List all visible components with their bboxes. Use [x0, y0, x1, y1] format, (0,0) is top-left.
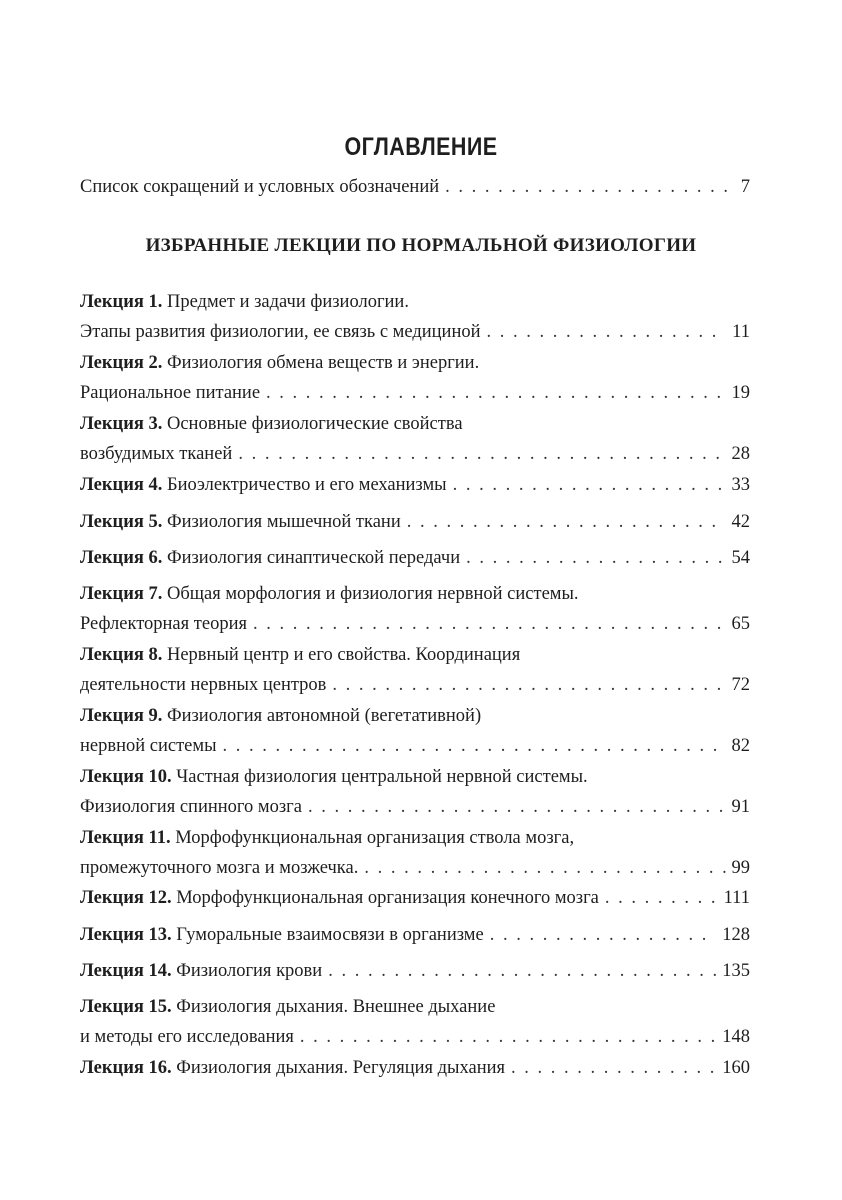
dot-leader: [466, 543, 725, 573]
dot-leader: [223, 731, 726, 761]
toc-page-number: 11: [732, 322, 750, 342]
lecture-label: Лекция 10.: [80, 767, 172, 787]
dot-leader: [308, 792, 726, 822]
lecture-title-line1: Морфофункциональная организация ствола мозга,: [175, 828, 575, 848]
toc-page-number: 72: [731, 675, 750, 695]
lecture-title-line2: Рациональное питание: [80, 383, 261, 403]
dot-leader: [328, 956, 716, 986]
toc-entry-abbreviations[interactable]: [80, 172, 750, 202]
lecture-title-line1: Основные физиологические свойства: [166, 414, 463, 434]
toc-entry-lecture-5[interactable]: [80, 507, 750, 537]
lecture-label: Лекция 12.: [80, 888, 172, 908]
toc-entry-lecture-14[interactable]: [80, 956, 750, 986]
toc-page-number: 160: [722, 1058, 750, 1078]
toc-entry-lecture-15[interactable]: [80, 992, 750, 1052]
toc-entry-lecture-11[interactable]: [80, 823, 750, 883]
toc-entry-lecture-4[interactable]: [80, 470, 750, 500]
lecture-label: Лекция 7.: [80, 584, 163, 604]
lecture-title-line1: Предмет и задачи физиологии.: [166, 292, 409, 312]
toc-entry-lecture-12[interactable]: [80, 883, 750, 913]
dot-leader: [490, 920, 717, 950]
lecture-label: Лекция 2.: [80, 353, 163, 373]
lecture-title-line2: нервной системы: [80, 736, 217, 756]
lecture-title-line1: Физиология дыхания. Регуляция дыхания: [176, 1058, 506, 1078]
lecture-title-line1: Морфофункциональная организация конечного мозга: [176, 888, 599, 908]
lecture-title-line2: возбудимых тканей: [80, 444, 233, 464]
lecture-label: Лекция 16.: [80, 1058, 172, 1078]
dot-leader: [445, 172, 735, 202]
toc-page-number: 54: [731, 548, 750, 568]
toc-page-number: 91: [731, 797, 750, 817]
toc-entry-lecture-6[interactable]: [80, 543, 750, 573]
lecture-title-line2: деятельности нервных центров: [80, 675, 327, 695]
lecture-title-line1: Общая морфология и физиология нервной системы.: [166, 584, 579, 604]
toc-entry-lecture-10[interactable]: [80, 762, 750, 822]
dot-leader: [407, 507, 726, 537]
dot-leader: [332, 670, 725, 700]
page-title: ОГЛАВЛЕНИЕ: [344, 133, 498, 161]
toc-page-number: 135: [722, 961, 750, 981]
lecture-label: Лекция 11.: [80, 828, 171, 848]
lecture-title-line1: Биоэлектричество и его механизмы: [166, 475, 447, 495]
lecture-title-line2: Физиология спинного мозга: [80, 797, 302, 817]
dot-leader: [238, 439, 725, 469]
lecture-title-line1: Физиология дыхания. Внешнее дыхание: [176, 997, 496, 1017]
toc-entry-text: Список сокращений и условных обозначений: [80, 177, 440, 197]
dot-leader: [511, 1053, 716, 1083]
section-title: ИЗБРАННЫЕ ЛЕКЦИИ ПО НОРМАЛЬНОЙ ФИЗИОЛОГИИ: [145, 235, 697, 256]
toc-entry-lecture-1[interactable]: [80, 287, 750, 347]
lecture-title-line2: Этапы развития физиологии, ее связь с медициной: [80, 322, 481, 342]
lecture-label: Лекция 9.: [80, 706, 163, 726]
lecture-label: Лекция 14.: [80, 961, 172, 981]
toc-entry-lecture-16[interactable]: [80, 1053, 750, 1083]
lecture-title-line1: Физиология мышечной ткани: [166, 512, 401, 532]
lecture-label: Лекция 5.: [80, 512, 163, 532]
toc-entry-lecture-3[interactable]: [80, 409, 750, 469]
toc-page-number: 148: [722, 1027, 750, 1047]
dot-leader: [300, 1022, 716, 1052]
toc-page-number: 19: [731, 383, 750, 403]
toc-entry-lecture-2[interactable]: [80, 348, 750, 408]
lecture-title-line1: Физиология обмена веществ и энергии.: [166, 353, 480, 373]
dot-leader: [487, 317, 727, 347]
lecture-label: Лекция 8.: [80, 645, 163, 665]
toc-entry-lecture-13[interactable]: [80, 920, 750, 950]
lecture-title-line1: Гуморальные взаимосвязи в организме: [176, 925, 484, 945]
lecture-title-line2: Рефлекторная теория: [80, 614, 247, 634]
toc-page-number: 42: [731, 512, 750, 532]
toc-page-number: 111: [723, 888, 750, 908]
lecture-label: Лекция 6.: [80, 548, 163, 568]
lecture-title-line1: Физиология автономной (вегетативной): [166, 706, 482, 726]
lecture-title-line1: Физиология крови: [176, 961, 323, 981]
dot-leader: [605, 883, 718, 913]
lecture-label: Лекция 13.: [80, 925, 172, 945]
lecture-title-line2: промежуточного мозга и мозжечка.: [80, 858, 359, 878]
lecture-title-line1: Частная физиология центральной нервной системы.: [176, 767, 588, 787]
lecture-title-line2: и методы его исследования: [80, 1027, 294, 1047]
dot-leader: [253, 609, 726, 639]
lecture-label: Лекция 4.: [80, 475, 163, 495]
toc-page-number: 28: [731, 444, 750, 464]
toc-page-number: 33: [731, 475, 750, 495]
toc-entry-lecture-8[interactable]: [80, 640, 750, 700]
toc-entry-lecture-9[interactable]: [80, 701, 750, 761]
lecture-label: Лекция 1.: [80, 292, 163, 312]
dot-leader: [364, 853, 725, 883]
toc-page-number: 7: [740, 177, 750, 197]
lecture-title-line1: Нервный центр и его свойства. Координация: [166, 645, 521, 665]
lecture-label: Лекция 15.: [80, 997, 172, 1017]
lecture-title-line1: Физиология синаптической передачи: [166, 548, 461, 568]
toc-entry-lecture-7[interactable]: [80, 579, 750, 639]
toc-page-number: 65: [731, 614, 750, 634]
toc-page-number: 82: [731, 736, 750, 756]
dot-leader: [453, 470, 726, 500]
lecture-label: Лекция 3.: [80, 414, 163, 434]
dot-leader: [266, 378, 725, 408]
toc-page-number: 128: [722, 925, 750, 945]
toc-page-number: 99: [731, 858, 750, 878]
